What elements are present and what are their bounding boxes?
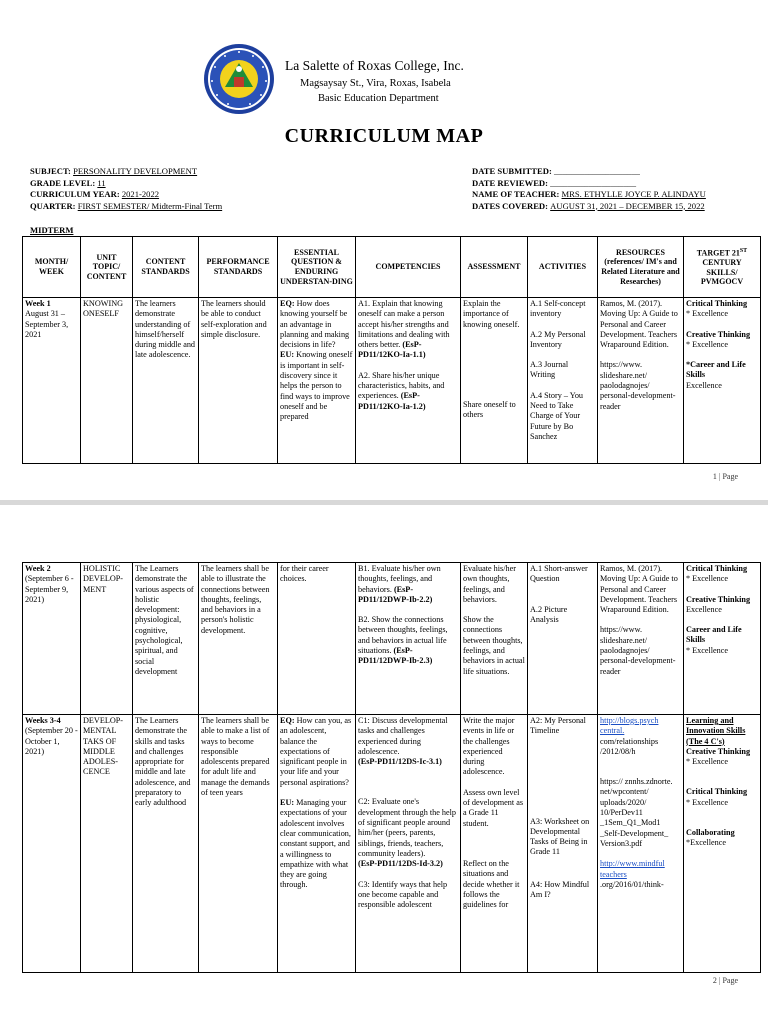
quarter-value: FIRST SEMESTER/ Midterm-Final Term [77,200,223,211]
document-page-2 [0,505,768,1024]
content-standard-cell: The learners demonstrate understanding of himself/herself during middle and late adolescence. [133,298,199,464]
essential-question-cell: EQ: How can you, as an adolescent, balance the expectations of significant people in your life and your personal aspirations? EU: Managing your expectations of your adolescent involves clear communication, constant support, and a willingness to empathize with what they are going through. [278,715,356,973]
table-row [23,563,761,715]
curriculum-table-page-1 [22,236,761,464]
content-standard-cell: The Learners demonstrate the skills and tasks and challenges appropriate for middle and late adolescence, and preparatory to early adulthood [133,715,199,973]
performance-standard-cell: The learners shall be able to illustrate the connections between thoughts, feelings, and behaviors in a person's holistic development. [199,563,278,715]
date-reviewed-value: ____________________ [550,177,637,188]
table-header-row [23,237,761,298]
target-skills-cell: Critical Thinking * Excellence Creative Thinking Excellence Career and Life Skills * Excellence [684,563,761,715]
competencies-cell: B1. Evaluate his/her own thoughts, feelings, and behaviors. (EsP-PD11/12DWP-Ib-2.2) B2. Show the connections between thoughts, feelings, and behaviors in actual life situations. (EsP-PD11/12DWP-Ib-2.3) [356,563,461,715]
subject-line: SUBJECT: PERSONALITY DEVELOPMENT [30,166,198,176]
curriculum-table-page-2 [22,562,761,973]
col-header-essential: ESSENTIAL QUESTION & ENDURING UNDERSTAN-DING [278,237,356,298]
curriculum-year-line: CURRICULUM YEAR: 2021-2022 [30,189,160,199]
performance-standard-cell: The learners shall be able to make a list of ways to become responsible adolescents prepared for adult life and manage the demands of teen years [199,715,278,973]
col-header-target: TARGET 21ST CENTURY SKILLS/ PVMGOCV [684,237,761,298]
section-label: MIDTERM [30,225,74,235]
table-row [23,715,761,973]
date-reviewed-line: DATE REVIEWED: ____________________ [472,177,637,188]
quarter-line: QUARTER: FIRST SEMESTER/ Midterm-Final Term [30,200,223,211]
subject-value: PERSONALITY DEVELOPMENT [73,166,198,176]
resource-link[interactable]: http://blogs.psych central. [600,716,659,736]
competencies-cell: C1: Discuss developmental tasks and challenges experienced during adolescence. (EsP-PD11/12DS-Ic-3.1) C2: Evaluate one's development through the help of significant people around him/her (peers, parents, siblings, friends, teachers, community leaders). (EsP-PD11/12DS-Id-3.2) C3: Identify ways that help one become capable and responsible adolescent [356,715,461,973]
essential-question-cell: for their career choices. [278,563,356,715]
date-submitted-line: DATE SUBMITTED: ____________________ [472,166,640,176]
performance-standard-cell: The learners should be able to conduct self-exploration and simple disclosure. [199,298,278,464]
col-header-resources: RESOURCES (references/ IM's and Related Literature and Researches) [598,237,684,298]
col-header-assessment: ASSESSMENT [461,237,528,298]
dates-covered-line: DATES COVERED: AUGUST 31, 2021 – DECEMBER 15, 2022 [472,200,705,211]
course-info-right [472,166,706,212]
department-name: Basic Education Department [318,93,439,104]
activities-cell: A2: My Personal Timeline A3: Worksheet on Developmental Tasks of Being in Grade 11 A4: How Mindful Am I? [528,715,598,973]
page-number-2: 2 | Page [712,976,738,985]
activities-cell: A.1 Short-answer Question A.2 Picture Analysis [528,563,598,715]
school-seal-logo [203,43,275,115]
col-header-competencies: COMPETENCIES [356,237,461,298]
date-submitted-value: ____________________ [553,166,640,176]
topic-cell: DEVELOP-MENTAL TAKS OF MIDDLE ADOLES-CENCE [81,715,133,973]
document-title: CURRICULUM MAP [284,125,484,147]
assessment-cell: Explain the importance of knowing oneself. Share oneself to others [461,298,528,464]
essential-question-cell: EQ: How does knowing yourself be an advantage in planning and making decisions in life? EU: Knowing oneself is important in self-discovery since it helps the person to find ways to improve oneself and be prepared [278,298,356,464]
col-header-topic: UNIT TOPIC/ CONTENT [81,237,133,298]
course-info-left [30,166,222,212]
assessment-cell: Write the major events in life or the challenges experienced during adolescence. Assess own level of development as a Grade 11 student. Reflect on the situations and decide whether it follows the guidelines for [461,715,528,973]
target-skills-cell: Critical Thinking * Excellence Creative Thinking * Excellence *Career and Life Skills Excellence [684,298,761,464]
dates-covered-value: AUGUST 31, 2021 – DECEMBER 15, 2022 [550,200,705,211]
resources-cell: Ramos, M. (2017). Moving Up: A Guide to Personal and Career Development. Teachers Wraparound Edition. https://www. slideshare.net/ paolodagnojes/ personal-development-reader [598,298,684,464]
topic-cell: HOLISTIC DEVELOP-MENT [81,563,133,715]
content-standard-cell: The Learners demonstrate the various aspects of holistic development: physiological, cognitive, psychological, spiritual, and social development [133,563,199,715]
week-cell: Week 1 August 31 – September 3, 2021 [23,298,81,464]
week-cell: Weeks 3-4 (September 20 - October 1, 2021) [23,715,81,973]
teacher-value: MRS. ETHYLLE JOYCE P. ALINDAYU [561,189,706,199]
col-header-content: CONTENT STANDARDS [133,237,199,298]
table-row [23,298,761,464]
target-skills-cell: Learning and Innovation Skills (The 4 C's) Creative Thinking * Excellence Critical Thinking * Excellence Collaborating *Excellence [684,715,761,973]
school-name: La Salette of Roxas College, Inc. [285,58,464,73]
resources-cell: http://blogs.psych central. com/relationships /2012/08/h https:// znnhs.zdnorte. net/wpcontent/ uploads/2020/ 10/PerDev11 _1Sem_Q1_Mod1 _Self-Development_ Version3.pdf http://www.mindful teachers .org/2016/01/think- [598,715,684,973]
grade-level-line: GRADE LEVEL: 11 [30,177,106,188]
page-number-1: 1 | Page [712,472,738,481]
curriculum-year-value: 2021-2022 [121,189,160,199]
topic-cell: KNOWING ONESELF [81,298,133,464]
activities-cell: A.1 Self-concept inventory A.2 My Personal Inventory A.3 Journal Writing A.4 Story – You Need to Take Charge of Your Future by Bo Sanchez [528,298,598,464]
resource-link[interactable]: http://www.mindful teachers [600,859,665,879]
col-header-performance: PERFORMANCE STANDARDS [199,237,278,298]
school-address: Magsaysay St., Vira, Roxas, Isabela [300,78,451,89]
teacher-line: NAME OF TEACHER: MRS. ETHYLLE JOYCE P. ALINDAYU [472,189,706,199]
competencies-cell: A1. Explain that knowing oneself can make a person accept his/her strengths and limitations and dealing with others better. (EsP-PD11/12KO-Ia-1.1) A2. Share his/her unique characteristics, habits, and experiences. (EsP-PD11/12KO-Ia-1.2) [356,298,461,464]
resources-cell: Ramos, M. (2017). Moving Up: A Guide to Personal and Career Development. Teachers Wraparound Edition. https://www. slideshare.net/ paolodagnojes/ personal-development-reader [598,563,684,715]
document-page-1 [0,0,768,500]
week-cell: Week 2 (September 6 - September 9, 2021) [23,563,81,715]
col-header-activities: ACTIVITIES [528,237,598,298]
assessment-cell: Evaluate his/her own thoughts, feelings, and behaviors. Show the connections between thoughts, feelings, and behaviors in actual life situations. [461,563,528,715]
col-header-month: MONTH/ WEEK [23,237,81,298]
grade-level-value: 11 [97,177,106,188]
